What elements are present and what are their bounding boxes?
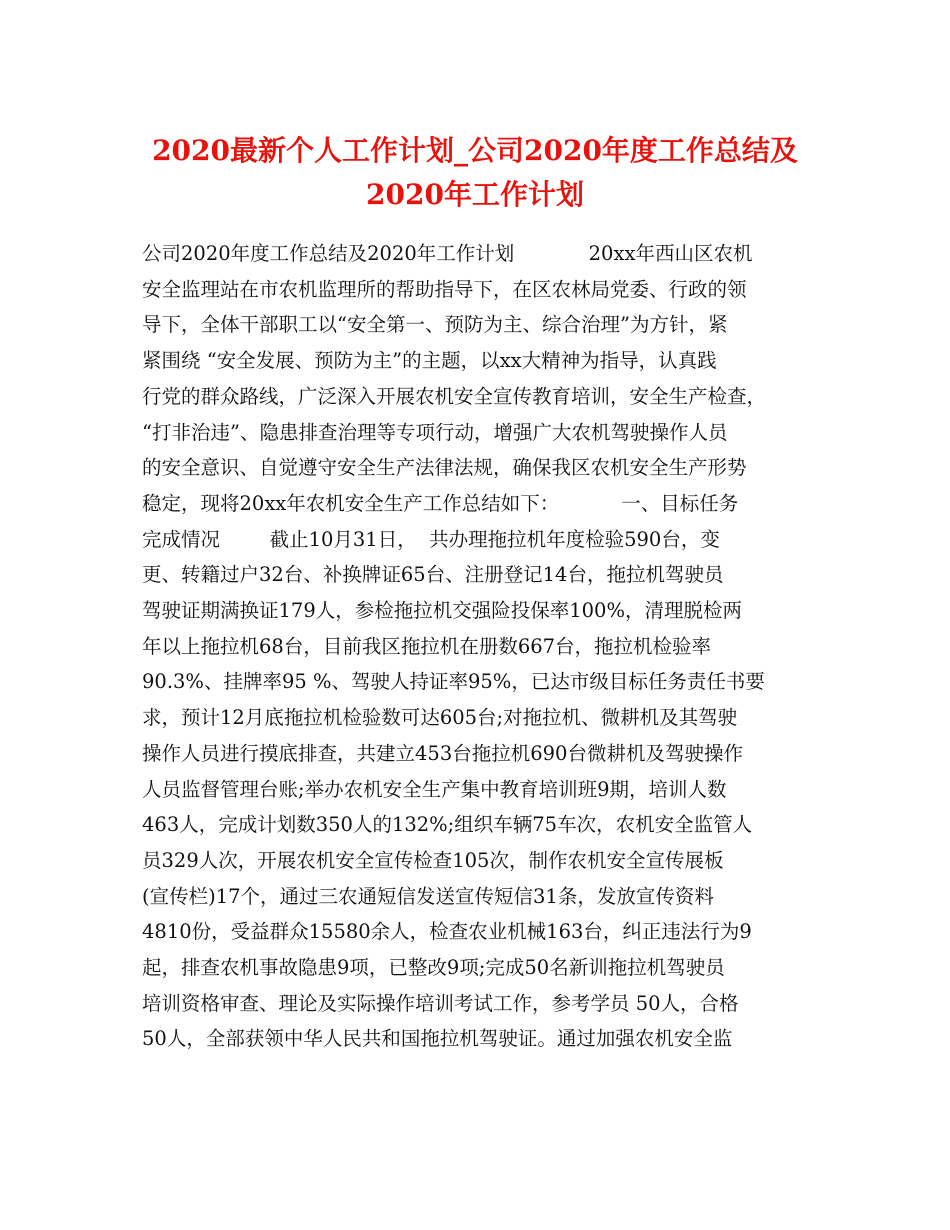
body-text-line: 463人，完成计划数350人的132%;组织车辆75车次，农机安全监管人: [142, 813, 753, 837]
body-text-line: 安全监理站在市农机监理所的帮助指导下，在区农林局党委、行政的领: [142, 277, 747, 301]
body-text-line: (宣传栏)17个，通过三农通短信发送宣传短信31条，发放宣传资料: [142, 884, 714, 908]
document-title-line-1: 2020最新个人工作计划_公司2020年度工作总结及: [152, 134, 798, 167]
body-text-line: 年以上拖拉机68台，目前我区拖拉机在册数667台，拖拉机检验率: [142, 634, 712, 658]
body-text-line: 起，排查农机事故隐患9项，已整改9项;完成50名新训拖拉机驾驶员: [142, 956, 725, 979]
body-text-line: 的安全意识、自觉遵守安全生产法律法规，确保我区农机安全生产形势: [142, 456, 747, 480]
body-text-line: 完成情况 截止10月31日， 共办理拖拉机年度检验590台，变: [142, 527, 720, 551]
body-text-line: 员329人次，开展农机安全宣传检查105次，制作农机安全宣传展板: [142, 848, 724, 872]
body-text-line: 紧围绕 “安全发展、预防为主”的主题，以xx大精神为指导，认真践: [142, 349, 717, 373]
body-text-line: 操作人员进行摸底排查，共建立453台拖拉机690台微耕机及驾驶操作: [142, 741, 743, 765]
body-text-line: 公司2020年度工作总结及2020年工作计划 20xx年西山区农机: [142, 242, 753, 265]
document-title-line-2: 2020年工作计划: [366, 178, 584, 211]
body-text-line: 导下，全体干部职工以“安全第一、预防为主、综合治理”为方针，紧: [142, 313, 728, 337]
body-text-line: 更、转籍过户32台、补换牌证65台、注册登记14台，拖拉机驾驶员: [142, 563, 724, 587]
body-text-line: 行党的群众路线，广泛深入开展农机安全宣传教育培训，安全生产检查，: [142, 384, 767, 408]
body-text-line: 4810份，受益群众15580余人，检查农业机械163台，纠正违法行为9: [142, 920, 752, 944]
body-text-line: 90.3%、挂牌率95 %、驾驶人持证率95%，已达市级目标任务责任书要: [142, 670, 765, 694]
body-text-line: 50人，全部获领中华人民共和国拖拉机驾驶证。通过加强农机安全监: [142, 1027, 733, 1051]
body-text-line: 人员监督管理台账;举办农机安全生产集中教育培训班9期，培训人数: [142, 777, 727, 801]
body-text-line: 稳定，现将20xx年农机安全生产工作总结如下： 一、目标任务: [142, 491, 739, 515]
body-text-line: 求，预计12月底拖拉机检验数可达605台;对拖拉机、微耕机及其驾驶: [142, 706, 738, 730]
body-text-line: 驾驶证期满换证179人，参检拖拉机交强险投保率100%，清理脱检两: [142, 599, 742, 622]
body-text-line: 培训资格审查、理论及实际操作培训考试工作，参考学员 50人，合格: [142, 991, 739, 1015]
body-text-line: “打非治违”、隐患排查治理等专项行动，增强广大农机驾驶操作人员: [142, 420, 728, 444]
